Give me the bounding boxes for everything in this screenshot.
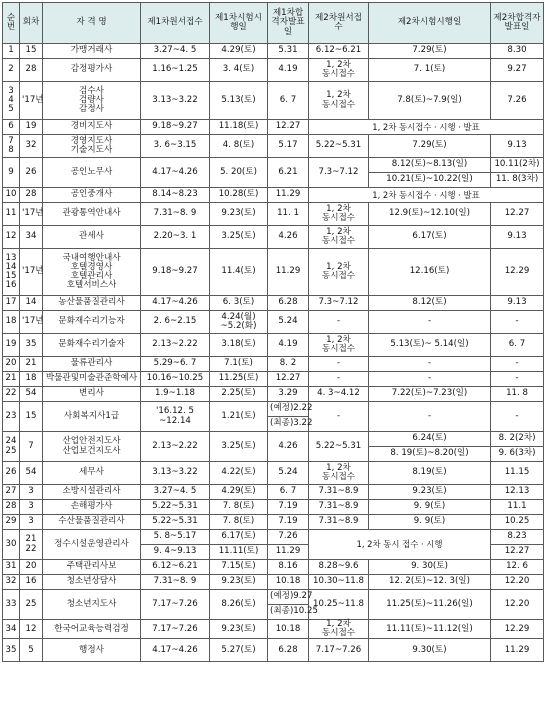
table-cell: 3.27~4. 5 [141, 44, 210, 59]
table-row [3, 372, 544, 387]
table-row [3, 530, 544, 545]
table-cell: 54 [20, 462, 43, 485]
table-cell: 8.16 [268, 560, 309, 575]
table-cell: 5.22~5.31 [141, 515, 210, 530]
table-cell: 4.17~4.26 [141, 296, 210, 311]
table-cell: 1, 2차 동시접수 [309, 620, 369, 639]
table-cell: 5.29~6. 7 [141, 357, 210, 372]
table-cell: 9. 30(토) [369, 560, 491, 575]
table-cell: 3.13~3.22 [141, 462, 210, 485]
table-cell: 주택관리사보 [43, 560, 141, 575]
table-cell: 행정사 [43, 639, 141, 662]
table-cell: 5.22~5.31 [309, 432, 369, 462]
table-cell: 9.23(토) [210, 203, 268, 226]
table-cell: 11.29 [491, 639, 544, 662]
table-cell: 7.29(토) [369, 135, 491, 158]
table-cell: 11.29 [268, 545, 309, 560]
table-cell: 5.31 [268, 44, 309, 59]
table-cell: 12.27 [268, 120, 309, 135]
table-row [3, 120, 544, 135]
table-row [3, 357, 544, 372]
table-cell: 5.24 [268, 311, 309, 334]
table-cell: 5.24 [268, 462, 309, 485]
table-cell: - [491, 357, 544, 372]
table-cell: 1.9~1.18 [141, 387, 210, 402]
table-row [3, 203, 544, 226]
table-cell: 8.12(토) [369, 296, 491, 311]
table-cell: 18 [3, 311, 20, 334]
table-cell: 8.28~9.6 [309, 560, 369, 575]
table-cell: 29 [3, 515, 20, 530]
table-row [3, 575, 544, 590]
table-cell: 사회복지사1급 [43, 402, 141, 432]
table-cell: - [491, 372, 544, 387]
table-cell: 청소년상담사 [43, 575, 141, 590]
table-row [3, 311, 544, 334]
table-cell: 4.19 [268, 59, 309, 82]
table-cell: 15 [20, 402, 43, 432]
table-cell: 9.23(토) [369, 485, 491, 500]
table-cell: 35 [20, 334, 43, 357]
table-cell: 4.29(토) [210, 44, 268, 59]
header-r1-apply: 제1차원서접수 [141, 3, 210, 44]
table-cell: 23 [3, 402, 20, 432]
table-cell: 11. 8(3차) [491, 173, 544, 188]
table-cell: 공인중개사 [43, 188, 141, 203]
table-cell: 12.27 [491, 203, 544, 226]
table-cell: 30 [3, 530, 20, 560]
table-cell: 11.1 [491, 500, 544, 515]
table-cell: - [369, 372, 491, 387]
table-cell: 31 [3, 560, 20, 575]
header-seq: 순번 [3, 3, 20, 44]
table-cell: 6.24(토) [369, 432, 491, 447]
table-cell: 6.28 [268, 296, 309, 311]
table-cell: - [309, 372, 369, 387]
table-cell: 농산물품질관리사 [43, 296, 141, 311]
table-cell: 6.17(토) [369, 226, 491, 249]
table-row [3, 226, 544, 249]
table-cell: 11.29 [268, 249, 309, 296]
header-r2-apply: 제2차원서접수 [309, 3, 369, 44]
table-cell: 8. 19(토)~8.20(일) [369, 447, 491, 462]
table-row [3, 560, 544, 575]
table-cell: 9. 9(토) [369, 500, 491, 515]
table-cell: 5.22~5.31 [309, 135, 369, 158]
table-row [3, 188, 544, 203]
table-cell: 7. 8(토) [210, 515, 268, 530]
table-cell: 12.13 [491, 485, 544, 500]
table-cell: 2.13~2.22 [141, 432, 210, 462]
table-cell: 28 [20, 59, 43, 82]
table-cell: 12 [3, 226, 20, 249]
table-cell: 4.26 [268, 226, 309, 249]
table-cell: 박물관및미술관준학예사 [43, 372, 141, 387]
table-cell: 3.18(토) [210, 334, 268, 357]
table-row [3, 620, 544, 639]
table-cell: 7.19 [268, 515, 309, 530]
table-cell: 12. 2(토)~12. 3(일) [369, 575, 491, 590]
table-cell: 7.8(토)~7.9(일) [369, 82, 491, 120]
table-cell: 7. 1(토) [369, 59, 491, 82]
table-cell: 3.29 [268, 387, 309, 402]
table-cell: 34 [3, 620, 20, 639]
table-cell: 8.19(토) [369, 462, 491, 485]
table-row [3, 387, 544, 402]
table-cell: 1, 2차 동시접수 [309, 82, 369, 120]
table-cell: 15 [20, 44, 43, 59]
table-cell: - [309, 357, 369, 372]
table-cell: 경영지도사 기술지도사 [43, 135, 141, 158]
table-cell: 19 [3, 334, 20, 357]
table-cell: 10.25~11.8 [309, 590, 369, 620]
table-cell: - [491, 311, 544, 334]
table-cell: 12.29 [491, 249, 544, 296]
table-cell: 20 [3, 357, 20, 372]
table-cell: 1, 2차 동시 접수 · 시행 [309, 530, 491, 560]
exam-schedule-table [2, 2, 544, 662]
table-cell: 13 14 15 16 [3, 249, 20, 296]
table-cell: (예정)2.22 [268, 402, 309, 417]
table-cell: 54 [20, 387, 43, 402]
table-cell: 7.31~8. 9 [141, 203, 210, 226]
table-cell: 9.30(토) [369, 639, 491, 662]
table-cell: 1, 2차 동시접수 [309, 249, 369, 296]
table-row [3, 485, 544, 500]
table-cell: 7 8 [3, 135, 20, 158]
table-cell: 6. 7 [268, 485, 309, 500]
table-row [3, 500, 544, 515]
table-cell: 9 [3, 158, 20, 188]
table-cell: 10.21(토)~10.22(일) [369, 173, 491, 188]
table-cell: 11.4(토) [210, 249, 268, 296]
header-round: 회차 [20, 3, 43, 44]
table-cell: 9.23(토) [210, 575, 268, 590]
table-row [3, 432, 544, 447]
table-cell: 12 [20, 620, 43, 639]
table-cell: 9.23(토) [210, 620, 268, 639]
table-cell: 6 [3, 120, 20, 135]
table-cell: 6. 7 [491, 334, 544, 357]
table-cell: 공인노무사 [43, 158, 141, 188]
table-cell: 5.13(토) [210, 82, 268, 120]
table-cell: 32 [3, 575, 20, 590]
table-cell: 3. 4(토) [210, 59, 268, 82]
table-cell: 6.12~6.21 [309, 44, 369, 59]
table-cell: 32 [20, 135, 43, 158]
table-cell: 8. 2 [268, 357, 309, 372]
table-cell: 세무사 [43, 462, 141, 485]
table-cell: 11.11(토)~11.12(일) [369, 620, 491, 639]
table-cell: 1.16~1.25 [141, 59, 210, 82]
table-cell: 3.27~4. 5 [141, 485, 210, 500]
table-cell: 11.29 [268, 188, 309, 203]
table-cell: 1, 2차 동시접수 · 시행 · 발표 [309, 188, 544, 203]
table-cell: 7.17~7.26 [141, 590, 210, 620]
table-row [3, 59, 544, 82]
table-cell: 10.18 [268, 620, 309, 639]
header-name: 자 격 명 [43, 3, 141, 44]
table-cell: 7.29(토) [369, 44, 491, 59]
table-cell: 5.22~5.31 [141, 500, 210, 515]
table-cell: 8.23 [491, 530, 544, 545]
table-cell: 6. 3(토) [210, 296, 268, 311]
header-r2-exam: 제2차시험시행일 [369, 3, 491, 44]
table-cell: 9.18~9.27 [141, 120, 210, 135]
table-cell: 19 [20, 120, 43, 135]
table-cell: 12.20 [491, 590, 544, 620]
table-cell: 20 [20, 560, 43, 575]
table-row [3, 296, 544, 311]
table-cell: 7.22(토)~7.23(일) [369, 387, 491, 402]
table-cell: 1.21(토) [210, 402, 268, 432]
table-cell: 5. 8~5.17 [141, 530, 210, 545]
table-cell: 8.30 [491, 44, 544, 59]
table-cell: 4.17~4.26 [141, 639, 210, 662]
table-cell: 11.15 [491, 462, 544, 485]
table-cell: 26 [3, 462, 20, 485]
table-cell: 소방시설관리사 [43, 485, 141, 500]
table-cell: 4.17~4.26 [141, 158, 210, 188]
table-cell: 6.12~6.21 [141, 560, 210, 575]
table-cell: 10.11(2차) [491, 158, 544, 173]
table-cell: (예정)9.27 [268, 590, 309, 605]
table-cell: 10 [3, 188, 20, 203]
table-cell: 10.28(토) [210, 188, 268, 203]
table-cell: '17년 [20, 203, 43, 226]
exam-schedule-container [2, 2, 543, 708]
table-cell: 9.27 [491, 59, 544, 82]
table-cell: 4.24(월) ~5.2(화) [210, 311, 268, 334]
table-cell: 16 [20, 575, 43, 590]
table-body [3, 44, 544, 662]
table-cell: 11 [3, 203, 20, 226]
table-cell: 청소년지도사 [43, 590, 141, 620]
table-cell: 11.11(토) [210, 545, 268, 560]
table-cell: 10.18 [268, 575, 309, 590]
table-cell: 1, 2차 동시접수 [309, 203, 369, 226]
table-cell: 경비지도사 [43, 120, 141, 135]
table-cell: 7.19 [268, 500, 309, 515]
table-cell: 5 [20, 639, 43, 662]
table-cell: 6.17(토) [210, 530, 268, 545]
table-cell: 9.13 [491, 226, 544, 249]
table-cell: 7.31~8.9 [309, 485, 369, 500]
table-cell: 7.31~8. 9 [141, 575, 210, 590]
table-cell: 28 [20, 188, 43, 203]
table-cell: 2 [3, 59, 20, 82]
table-cell: 검수사 검량사 감정사 [43, 82, 141, 120]
table-cell: 7.26 [268, 530, 309, 545]
table-cell: 2. 6~2.15 [141, 311, 210, 334]
table-cell: 27 [3, 485, 20, 500]
table-cell: 4.19 [268, 334, 309, 357]
table-cell: 9. 9(토) [369, 515, 491, 530]
header-r2-result: 제2차합격자발표일 [491, 3, 544, 44]
table-cell: 9. 6(3차) [491, 447, 544, 462]
table-cell: 9.18~9.27 [141, 249, 210, 296]
table-cell: 감정평가사 [43, 59, 141, 82]
table-cell: 3 [20, 485, 43, 500]
table-cell: - [309, 311, 369, 334]
table-cell: 33 [3, 590, 20, 620]
table-cell: 21 [3, 372, 20, 387]
table-cell: 11.25(토)~11.26(일) [369, 590, 491, 620]
table-cell: - [369, 311, 491, 334]
table-cell: 34 [20, 226, 43, 249]
table-cell: 10.30~11.8 [309, 575, 369, 590]
table-cell: 12.29 [491, 620, 544, 639]
table-cell: 12.20 [491, 575, 544, 590]
table-cell: 4. 3~4.12 [309, 387, 369, 402]
table-row [3, 135, 544, 158]
table-cell: 정수시설운영관리사 [43, 530, 141, 560]
table-cell: 11.25(토) [210, 372, 268, 387]
table-cell: - [491, 402, 544, 432]
table-cell: 7.15(토) [210, 560, 268, 575]
table-cell: 3 [20, 515, 43, 530]
table-cell: 변리사 [43, 387, 141, 402]
table-cell: 4.22(토) [210, 462, 268, 485]
table-cell: 국내여행안내사 호텔경영사 호텔관리사 호텔서비스사 [43, 249, 141, 296]
table-cell: 문화재수리기술자 [43, 334, 141, 357]
table-cell: 3.13~3.22 [141, 82, 210, 120]
table-cell: 12.27 [491, 545, 544, 560]
table-cell: 6.28 [268, 639, 309, 662]
table-cell: 11.18(토) [210, 120, 268, 135]
table-cell: 1, 2차 동시접수 [309, 59, 369, 82]
table-row [3, 515, 544, 530]
table-cell: 17 [3, 296, 20, 311]
table-cell: - [309, 402, 369, 432]
table-cell: 10.25 [491, 515, 544, 530]
table-cell: 문화재수리기능자 [43, 311, 141, 334]
table-cell: 3.25(토) [210, 432, 268, 462]
table-cell: 26 [20, 158, 43, 188]
table-cell: 2.20~3. 1 [141, 226, 210, 249]
table-row [3, 158, 544, 173]
table-cell: 21 22 [20, 530, 43, 560]
table-row [3, 44, 544, 59]
table-cell: 5.17 [268, 135, 309, 158]
table-cell: 관세사 [43, 226, 141, 249]
table-row [3, 639, 544, 662]
table-cell: 24 25 [3, 432, 20, 462]
table-cell: 7.1(토) [210, 357, 268, 372]
table-cell: 물류관리사 [43, 357, 141, 372]
table-cell: 9.13 [491, 135, 544, 158]
table-cell: 가맹거래사 [43, 44, 141, 59]
table-cell: 3 4 5 [3, 82, 20, 120]
table-cell: 7.3~7.12 [309, 296, 369, 311]
table-cell: 4.29(토) [210, 485, 268, 500]
table-cell: 7.17~7.26 [141, 620, 210, 639]
table-cell: 11. 1 [268, 203, 309, 226]
table-cell: 11. 8 [491, 387, 544, 402]
table-cell: 14 [20, 296, 43, 311]
table-cell: 5.27(토) [210, 639, 268, 662]
table-cell: 4. 8(토) [210, 135, 268, 158]
table-row [3, 82, 544, 120]
table-cell: 4.26 [268, 432, 309, 462]
table-cell: 2.13~2.22 [141, 334, 210, 357]
table-cell: 7.17~7.26 [309, 639, 369, 662]
header-r1-exam: 제1차시험시행일 [210, 3, 268, 44]
table-cell: (최종)3.22 [268, 417, 309, 432]
table-cell: 7.26 [491, 82, 544, 120]
table-cell: '17년 [20, 249, 43, 296]
table-cell: 1 [3, 44, 20, 59]
table-cell: 7 [20, 432, 43, 462]
table-cell: 2.25(토) [210, 387, 268, 402]
table-cell: 8. 2(2차) [491, 432, 544, 447]
table-row [3, 402, 544, 417]
table-cell: 7.31~8.9 [309, 500, 369, 515]
table-cell: 9. 4~9.13 [141, 545, 210, 560]
table-cell: 28 [3, 500, 20, 515]
table-cell: 21 [20, 357, 43, 372]
table-cell: 6. 7 [268, 82, 309, 120]
table-row [3, 334, 544, 357]
table-cell: - [369, 402, 491, 432]
table-cell: 8.26(토) [210, 590, 268, 620]
table-cell: 1, 2차 동시접수 [309, 462, 369, 485]
table-cell: 3.25(토) [210, 226, 268, 249]
table-cell: 관광통역안내사 [43, 203, 141, 226]
table-cell: 한국어교육능력검정 [43, 620, 141, 639]
table-cell: 7. 8(토) [210, 500, 268, 515]
table-cell: 35 [3, 639, 20, 662]
table-cell: 손해평가사 [43, 500, 141, 515]
table-cell: 8.12(토)~8.13(일) [369, 158, 491, 173]
table-cell: 8.14~8.23 [141, 188, 210, 203]
table-cell: 10.16~10.25 [141, 372, 210, 387]
table-row [3, 590, 544, 605]
table-cell: 1, 2차 동시접수 [309, 334, 369, 357]
table-cell: 산업안전지도사 산업보건지도사 [43, 432, 141, 462]
table-cell: 25 [20, 590, 43, 620]
table-header [3, 3, 544, 44]
table-cell: 12.27 [268, 372, 309, 387]
table-cell: '17년 [20, 82, 43, 120]
table-cell: '16.12. 5 ~12.14 [141, 402, 210, 432]
header-r1-result: 제1차합격자발표일 [268, 3, 309, 44]
table-cell: '17년 [20, 311, 43, 334]
table-cell: 12. 6 [491, 560, 544, 575]
table-cell: 수산물품질관리사 [43, 515, 141, 530]
table-cell: 12.9(토)~12.10(일) [369, 203, 491, 226]
table-cell: 7.3~7.12 [309, 158, 369, 188]
table-cell: 18 [20, 372, 43, 387]
table-cell: 7.31~8.9 [309, 515, 369, 530]
table-cell: 1, 2차 동시접수 · 시행 · 발표 [309, 120, 544, 135]
table-cell: (최종)10.25 [268, 605, 309, 620]
table-cell: - [369, 357, 491, 372]
table-cell: 1, 2차 동시접수 [309, 226, 369, 249]
table-cell: 9.13 [491, 296, 544, 311]
table-cell: 5. 20(토) [210, 158, 268, 188]
table-cell: 5.13(토)~ 5.14(일) [369, 334, 491, 357]
table-cell: 22 [3, 387, 20, 402]
table-row [3, 249, 544, 296]
table-cell: 3. 6~3.15 [141, 135, 210, 158]
table-cell: 6.21 [268, 158, 309, 188]
table-row [3, 462, 544, 485]
table-cell: 3 [20, 500, 43, 515]
table-cell: 12.16(토) [369, 249, 491, 296]
